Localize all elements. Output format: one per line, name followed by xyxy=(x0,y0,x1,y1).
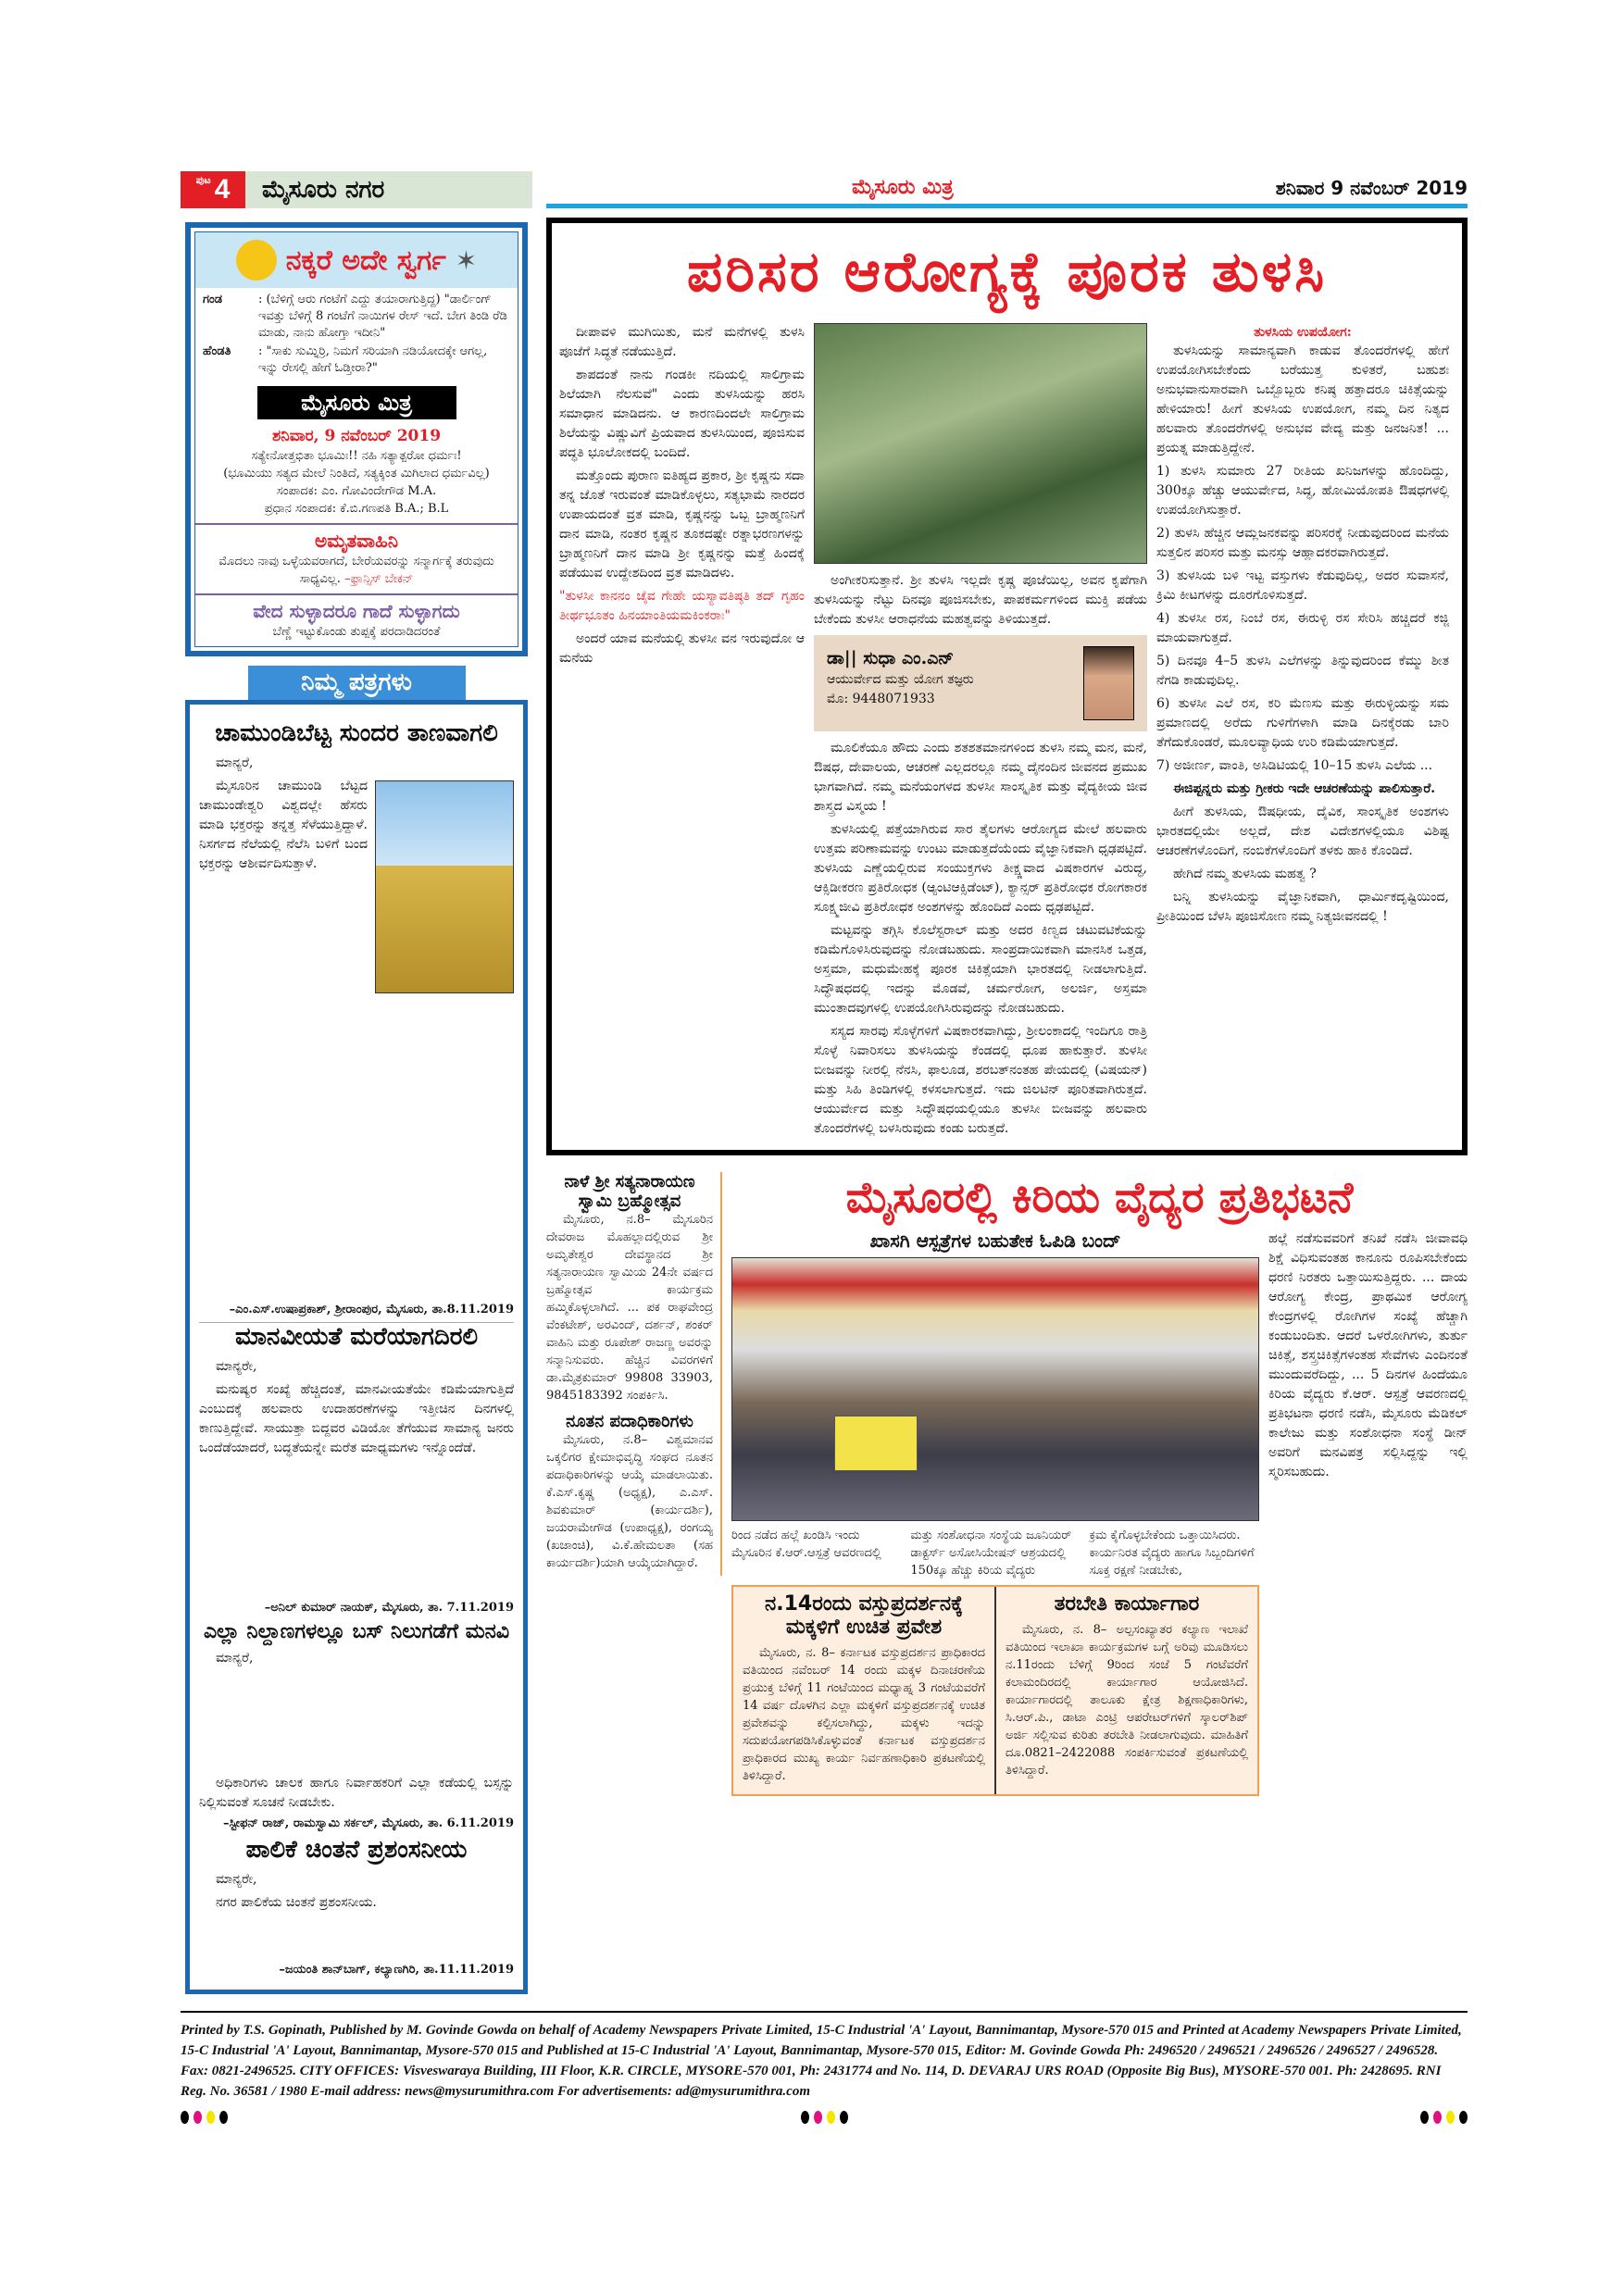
use-item: 7) ಅಜೀರ್ಣ, ವಾಂತಿ, ಅಸಿಡಿಟಿಯಲ್ಲಿ 10–15 ತುಳಸಿ ಎಲೆಯ ... xyxy=(1156,758,1433,773)
quote: ಮೊದಲು ನಾವು ಒಳ್ಳೆಯವರಾಗದೆ, ಬೇರೆಯವರನ್ನು ಸನ್ಮಾರ್ಗಕ್ಕೆ ತರುವುದು ಸಾಧ್ಯವಿಲ್ಲ. xyxy=(219,555,494,586)
editorial-date: ಶನಿವಾರ, 9 ನವೆಂಬರ್ 2019 xyxy=(271,427,442,445)
brief-title: ನ.14ರಂದು ವಸ್ತುಪ್ರದರ್ಶನಕ್ಕೆ ಮಕ್ಕಳಿಗೆ ಉಚಿತ ಪ್ರವೇಶ xyxy=(765,1592,963,1639)
paragraph: ಶಾಪದಂತೆ ನಾನು ಗಂಡಕೀ ನದಿಯಲ್ಲಿ ಸಾಲಿಗ್ರಾಮ ಶಿಲೆಯಾಗಿ ನೆಲಸುವೆ" ಎಂದು ತುಳಸಿಯನ್ನು ಹರಸಿ ಸಮಾಧಾನ ಮಾಡಿದನು. ಆ ಕಾರಣದಿಂದಲೇ ಸಾಲಿಗ್ರಾಮ ಶಿಲೆಯನ್ನು ವಿಷ್ಣುವಿಗೆ ಪ್ರಿಯವಾದ ತುಳಸಿಯಿಂದ, ಪೂಜಿಸುವ ಪದ್ಧತಿ ಭೂಲೋಕದಲ್ಲಿ ಬಂದಿದೆ. xyxy=(559,368,805,460)
protest-subhead: ಖಾಸಗಿ ಆಸ್ಪತ್ರೆಗಳ ಬಹುತೇಕ ಓಪಿಡಿ ಬಂದ್ xyxy=(869,1229,1121,1252)
use-item: 4) ತುಳಸೀ ರಸ, ನಿಂಬೆ ರಸ, ಈರುಳ್ಳಿ ರಸ ಸೇರಿಸಿ ಹಚ್ಚಿದರೆ ಕಜ್ಜಿ ಮಾಯವಾಗುತ್ತದೆ. xyxy=(1156,611,1449,645)
uses-title: ತುಳಸಿಯ ಉಪಯೋಗ: xyxy=(1254,325,1352,340)
registration-marks xyxy=(1420,2111,1468,2124)
author-photo xyxy=(1083,646,1134,720)
joke-text xyxy=(195,288,518,381)
protest-headline: ಮೈಸೂರಲ್ಲಿ ಕಿರಿಯ ವೈದ್ಯರ ಪ್ರತಿಭಟನೆ xyxy=(845,1172,1354,1222)
article-columns xyxy=(559,323,1455,1142)
letter-body-continued xyxy=(199,1672,514,1774)
paragraph: ಮೂಲಿಕೆಯೂ ಹೌದು ಎಂದು ಶತಶತಮಾನಗಳಿಂದ ತುಳಸಿ ನಮ್ಮ ಮನ, ಮನೆ, ಔಷಧ, ದೇವಾಲಯ, ಆಚರಣೆ ಎಲ್ಲದರಲ್ಲೂ ನಮ್ಮ ದೈನಂದಿನ ಜೀವನದ ಪ್ರಮುಖ ಭಾಗವಾಗಿದೆ. ನಮ್ಮ ಮನೆಯಂಗಳದ ತುಳಸೀ ಸಾಂಸ್ಕೃತಿಕ ಮತ್ತು ವೈದ್ಯಕೀಯ ಜೀವ ಶಾಸ್ತ್ರದ ವಿಸ್ಮಯ ! xyxy=(814,741,1147,814)
paragraph: ಅಂದರೆ ಯಾವ ಮನೆಯಲ್ಲಿ ತುಳಸೀ ವನ ಇರುವುದೋ ಆ ಮನೆಯ xyxy=(559,631,805,666)
proverb: ವೇದ ಸುಳ್ಳಾದರೂ ಗಾದೆ ಸುಳ್ಳಾಗದು xyxy=(195,593,518,623)
uses-column xyxy=(1156,323,1449,930)
author-box xyxy=(814,635,1147,731)
expo-brief xyxy=(733,1587,996,1794)
caption-column: ರಿಂದ ನಡೆದ ಹಲ್ಲೆ ಖಂಡಿಸಿ ಇಂದು ಮೈಸೂರಿನ ಕೆ.ಆರ್.ಆಸ್ಪತ್ರೆ ಆವರಣದಲ್ಲಿ xyxy=(731,1529,881,1560)
chief-editor: ಪ್ರಧಾನ ಸಂಪಾದಕ: ಕೆ.ಬಿ.ಗಣಪತಿ B.A.; B.L xyxy=(264,502,449,516)
letter-body-continued xyxy=(199,1916,514,1963)
motto: ಸತ್ಯೇನೋತ್ತಭಿತಾ ಭೂಮಿಃ!! ನಹಿ ಸತ್ಯಾತ್ಪರೋ ಧರ್ಮಃ! xyxy=(251,449,462,463)
page-number-value: 4 xyxy=(214,174,231,205)
letter-title: ಎಲ್ಲಾ ನಿಲ್ದಾಣಗಳಲ್ಲೂ ಬಸ್ ನಿಲುಗಡೆಗೆ ಮನವಿ xyxy=(203,1620,510,1643)
use-item: 2) ತುಳಸಿ ಹೆಚ್ಚಿನ ಆಮ್ಲಜನಕವನ್ನು ಪರಿಸರಕ್ಕೆ ನೀಡುವುದರಿಂದ ಮನೆಯ ಸುತ್ತಲಿನ ಪರಿಸರ ಮತ್ತು ಮನಸ್ಸು ಆಹ್ಲಾದಕರವಾಗಿರುತ್ತದೆ. xyxy=(1156,526,1449,560)
brief-body: ಮೈಸೂರು, ನ.8– ಮೈಸೂರಿನ ದೇವರಾಜ ಮೊಹಲ್ಲಾದಲ್ಲಿರುವ ಶ್ರೀ ಅಮೃತೇಶ್ವರ ದೇವಸ್ಥಾನದ ಶ್ರೀ ಸತ್ಯನಾರಾಯಣ ಸ್ವಾಮಿಯ 24ನೇ ವರ್ಷದ ಬ್ರಹ್ಮೋತ್ಸವ ಕಾರ್ಯಕ್ರಮ ಹಮ್ಮಿಕೊಳ್ಳಲಾಗಿದೆ. ... ಪಕ ರಾಘವೇಂದ್ರ ವೆಂಕಟೇಶ್, ಅರವಿಂದ್, ದರ್ಶನ್, ಶಂಕರ್ ವಾಹಿನಿ ಮತ್ತು ರೂಪೇಶ್ ರಾಜಣ್ಣ ಅವರನ್ನು ಸನ್ಮಾನಿಸುವರು. ಹೆಚ್ಚಿನ ವಿವರಗಳಿಗೆ ಡಾ.ಮೈತ್ರಕುಮಾರ್ 99808 33903, 9845183392 ಸಂಪರ್ಕಿಸಿ. xyxy=(546,1213,713,1403)
brief-title: ನಾಳೆ ಶ್ರೀ ಸತ್ಯನಾರಾಯಣ ಸ್ವಾಮಿ ಬ್ರಹ್ಮೋತ್ಸವ xyxy=(564,1172,695,1211)
proverb-line: ಬೆಣ್ಣೆ ಇಟ್ಟುಕೊಂಡು ತುಪ್ಪಕ್ಕೆ ಪರದಾಡಿದರಂತೆ xyxy=(272,625,441,639)
paper-logo: ಮೈಸೂರು ಮಿತ್ರ xyxy=(852,176,954,199)
protest-article xyxy=(731,1172,1468,1796)
letter-signature: –ಜಯಂತಿ ಶಾನ್‌ಬಾಗ್, ಕಲ್ಯಾಣಗಿರಿ, ತಾ.11.11.2019 xyxy=(279,1963,514,1977)
editor: ಸಂಪಾದಕ: ಎಂ. ಗೋವಿಂದೇಗೌಡ M.A. xyxy=(276,484,437,498)
masthead xyxy=(546,171,1468,208)
joke-title: ನಕ್ಕರೆ ಅದೇ ಸ್ವರ್ಗ xyxy=(285,243,446,277)
use-item: 6) ತುಳಸೀ ಎಲೆ ರಸ, ಕರಿ ಮೆಣಸು ಮತ್ತು ಈರುಳ್ಳಿಯನ್ನು ಸಮ ಪ್ರಮಾಣದಲ್ಲಿ ಅರೆದು ಗುಳಿಗೆಗಳಾಗಿ ಮಾಡಿ ದಿನಕ್ಕೆರಡು ಬಾರಿ ತೆಗೆದುಕೊಂಡರೆ, ಮೂಲವ್ಯಾಧಿಯ ಉರಿ ಕಡಿಮೆಯಾಗುತ್ತದೆ. xyxy=(1156,696,1449,750)
bottom-section xyxy=(546,1172,1468,1796)
brief-title: ನೂತನ ಪದಾಧಿಕಾರಿಗಳು xyxy=(566,1412,693,1431)
author-name: ಡಾ|| ಸುಧಾ ಎಂ.ಎನ್ xyxy=(827,648,955,668)
letters-section xyxy=(185,700,528,1994)
issue-date: ಶನಿವಾರ 9 ನವೆಂಬರ್ 2019 xyxy=(1275,176,1468,199)
registration-mark-row xyxy=(181,2111,1468,2124)
letter-body-continued xyxy=(199,1462,514,1601)
uses-intro: ತುಳಸಿಯನ್ನು ಸಾಮಾನ್ಯವಾಗಿ ಕಾಡುವ ತೊಂದರೆಗಳಲ್ಲಿ ಹೇಗೆ ಉಪಯೋಗಿಸಬೇಕೆಂದು ಬರೆಯುತ್ತ ಕುಳಿತರೆ, ಬಹುಶಃ ಅನುಭವಾನುಸಾರವಾಗಿ ಒಬ್ಬೊಬ್ಬರು ಕನಿಷ್ಠ ಹತ್ತಾದರೂ ಚಿಕಿತ್ಸೆಯನ್ನು ಹೇಳಿಯಾರು! ಹೀಗೆ ತುಳಸಿಯ ಉಪಯೋಗ, ನಮ್ಮ ದಿನ ನಿತ್ಯದ ಹಲವಾರು ತೊಂದರೆಗಳಲ್ಲಿ ಅನುಭವ ವೇದ್ಯ ಮತ್ತು ಜನಜನಿತ! ... ಪ್ರಯತ್ನ ಮಾಡುತ್ತಿದ್ದೇನೆ. xyxy=(1156,343,1449,455)
paragraph: ತುಳಸಿಯಲ್ಲಿ ಪತ್ತೆಯಾಗಿರುವ ಸಾರ ತೈಲಗಳು ಆರೋಗ್ಯದ ಮೇಲೆ ಹಲವಾರು ಉತ್ತಮ ಪರಿಣಾಮವನ್ನು ಉಂಟು ಮಾಡುತ್ತದೆಯೆಂದು ವೈಜ್ಞಾನಿಕವಾಗಿ ಧೃಢಪಟ್ಟಿದೆ. ತುಳಸಿಯ ಎಣ್ಣೆಯಲ್ಲಿರುವ ಸಂಯುಕ್ತಗಳು ತೀಕ್ಷ್ಣವಾದ ವಿಷಕಾರಗಳ ವಿರುದ್ಧ, ಆಕ್ಸಿಡೀಕರಣ ಪ್ರತಿರೋಧಕ (ಆ್ಯಂಟಿಆಕ್ಸಿಡೆಂಟ್), ಕ್ಯಾನ್ಸರ್ ಪ್ರತಿರೋಧಕ ರೋಗಕಾರಕ ಸೂಕ್ಷ್ಮಜೀವಿ ಪ್ರತಿರೋಧಕ ಅಂಶಗಳನ್ನು ಹೊಂದಿದೆ ಎಂದು ಧೃಢಪಟ್ಟಿದೆ. xyxy=(814,822,1147,915)
letter-signature: –ಅನಿಲ್ ಕುಮಾರ್ ನಾಯಕ್, ಮೈಸೂರು, ತಾ. 7.11.2019 xyxy=(264,1601,514,1615)
page-label: ಪುಟ xyxy=(195,174,211,186)
workshop-brief xyxy=(996,1587,1257,1794)
joke-speaker: ಗಂಡ xyxy=(203,293,223,306)
photo-caption xyxy=(731,1527,1259,1579)
letter-body: ಮೈಸೂರಿನ ಚಾಮುಂಡಿ ಬೆಟ್ಟದ ಚಾಮುಂಡೇಶ್ವರಿ ವಿಶ್ವದಲ್ಲೇ ಹೆಸರು ಮಾಡಿ ಭಕ್ತರನ್ನು ತನ್ನತ್ತ ಸೆಳೆಯುತ್ತಿದ್ದಾಳೆ. ನಿಸರ್ಗದ ನೆಲೆಯಲ್ಲಿ ನೆಲೆಸಿ ಬಳಿಗೆ ಬಂದ ಭಕ್ತರನ್ನು ಆಶೀರ್ವದಿಸುತ್ತಾಳೆ. xyxy=(199,779,368,871)
letter-title: ಪಾಲಿಕೆ ಚಿಂತನೆ ಪ್ರಶಂಸನೀಯ xyxy=(245,1836,468,1864)
article-column-2 xyxy=(814,323,1147,1142)
page-body xyxy=(181,218,1468,1994)
page-tag xyxy=(181,171,532,208)
protest-placard xyxy=(834,1416,918,1471)
protest-center xyxy=(731,1229,1259,1796)
use-item: 5) ದಿನವೂ 4–5 ತುಳಸಿ ಎಲೆಗಳನ್ನು ತಿನ್ನುವುದರಿಂದ ಕೆಮ್ಮು ಶೀತ ನೆಗಡಿ ಕಾಡುವುದಿಲ್ಲ. xyxy=(1156,654,1449,688)
protest-photo xyxy=(731,1257,1259,1521)
joke-banner xyxy=(195,232,518,288)
letter-signature: –ಸ್ಟೀಫನ್ ರಾಜ್, ರಾಮಸ್ವಾಮಿ ಸರ್ಕಲ್, ಮೈಸೂರು, ತಾ. 6.11.2019 xyxy=(222,1816,514,1830)
brief-body: ಮೈಸೂರು, ನ.8– ವಿಶ್ವಮಾನವ ಒಕ್ಕಲಿಗರ ಕ್ಷೇಮಾಭಿವೃದ್ಧಿ ಸಂಘದ ನೂತನ ಪದಾಧಿಕಾರಿಗಳನ್ನು ಆಯ್ಕೆ ಮಾಡಲಾಯಿತು. ಕೆ.ಎಸ್.ಕೃಷ್ಣ (ಅಧ್ಯಕ್ಷ), ಎ.ಎಸ್. ಶಿವಕುಮಾರ್ (ಕಾರ್ಯದರ್ಶಿ), ಜಯರಾಮೇಗೌಡ (ಉಪಾಧ್ಯಕ್ಷ), ರಂಗಯ್ಯ (ಖಜಾಂಚಿ), ವಿ.ಕೆ.ಹೇಮಲತಾ (ಸಹ ಕಾರ್ಯದರ್ಶಿ)ಯಾಗಿ ಆಯ್ಕೆಯಾಗಿದ್ದಾರೆ. xyxy=(546,1433,713,1570)
letter-signature: –ಎಂ.ಎಸ್.ಉಷಾಪ್ರಕಾಶ್, ಶ್ರೀರಾಂಪುರ, ಮೈಸೂರು, ತಾ.8.11.2019 xyxy=(229,1303,514,1316)
paragraph: ಮತ್ತೊಂದು ಪುರಾಣ ಐತಿಹ್ಯದ ಪ್ರಕಾರ, ಶ್ರೀ ಕೃಷ್ಣನು ಸದಾ ತನ್ನ ಜೊತೆ ಇರುವಂತೆ ಮಾಡಿಕೊಳ್ಳಲು, ಸತ್ಯಭಾಮೆ ನಾರದರ ಉಪಾಯದಂತೆ ವ್ರತ ಮಾಡಿ, ಕೃಷ್ಣನನ್ನು ಒಬ್ಬ ಬ್ರಾಹ್ಮಣನಿಗೆ ದಾನ ಮಾಡಿ, ನಂತರ ಕೃಷ್ಣನ ತೂಕದಷ್ಟೇ ರತ್ನಾಭರಣಗಳನ್ನು ಬ್ರಾಹ್ಮಣನಿಗೆ ದಾನ ಮಾಡಿ ಶ್ರೀ ಕೃಷ್ಣನನ್ನು ಮತ್ತೆ ಹಿಂದಕ್ಕೆ ಪಡೆಯುವ ಉದ್ದೇಶದಿಂದ ವ್ರತ ಮಾಡಿದಳು. xyxy=(559,468,805,580)
tulasi-plant-photo xyxy=(814,323,1147,564)
dancing-man-icon: ✶ xyxy=(455,244,478,276)
brief-title: ತರಬೇತಿ ಕಾರ್ಯಾಗಾರ xyxy=(1054,1592,1200,1616)
letter-title: ಚಾಮುಂಡಿಬೆಟ್ಟ ಸುಂದರ ತಾಣವಾಗಲಿ xyxy=(215,719,498,747)
chamundi-temple-photo xyxy=(375,780,514,993)
use-item: 1) ತುಳಸಿ ಸುಮಾರು 27 ರೀತಿಯ ಖನಿಜಗಳನ್ನು ಹೊಂದಿದ್ದು, 300ಕ್ಕೂ ಹೆಚ್ಚು ಆಯುರ್ವೇದ, ಸಿದ್ಧ, ಹೋಮಿಯೋಪತಿ ಔಷಧಗಳಲ್ಲಿ ಉಪಯೋಗಿಸುತ್ತಾರೆ. xyxy=(1156,464,1449,518)
caption-column: ಕ್ರಮ ಕೈಗೊಳ್ಳಬೇಕೆಂದು ಒತ್ತಾಯಿಸಿದರು. ಕಾರ್ಯನಿರತ ವೈದ್ಯರು ಹಾಗೂ ಸಿಬ್ಬಂದಿಗಳಿಗೆ ಸೂಕ್ತ ರಕ್ಷಣೆ ನೀಡಬೇಕು, xyxy=(1089,1529,1255,1578)
letter-salutation: ಮಾನ್ಯರೇ, xyxy=(216,1872,257,1887)
paragraph: ಮಟ್ಟವನ್ನು ತಗ್ಗಿಸಿ ಕೊಲೆಸ್ಟರಾಲ್ ಮತ್ತು ಅದರ ಕಿಣ್ವದ ಚಟುವಟಿಕೆಯನ್ನು ಕಡಿಮೆಗೊಳಿಸಿರುವುದನ್ನು ನೋಡಬಹುದು. ಸಾಂಪ್ರದಾಯಿಕವಾಗಿ ಮಾನಸಿಕ ಒತ್ತಡ, ಅಸ್ತಮಾ, ಮಧುಮೇಹಕ್ಕೆ ಪೂರಕ ಚಿಕಿತ್ಸೆಯಾಗಿ ಭಾರತದಲ್ಲಿ ನೀಡಲಾಗುತ್ತಿದೆ. ಸಿದ್ಧೌಷಧದಲ್ಲಿ ಇದನ್ನು ಮೊಡವೆ, ಚರ್ಮರೋಗ, ಅಲರ್ಜಿ, ಅಸ್ತಮಾ ಮುಂತಾದವುಗಳಲ್ಲಿ ಉಪಯೋಗಿಸಿರುವುದನ್ನು ನೋಡಬಹುದು. xyxy=(814,923,1147,1016)
joke-line: : (ಬೆಳಿಗ್ಗೆ ಆರು ಗಂಟೆಗೆ ಎದ್ದು ತಯಾರಾಗುತ್ತಿದ್ದ) "ಡಾರ್ಲಿಂಗ್ ಇವತ್ತು ಬೆಳಿಗ್ಗೆ 8 ಗಂಟೆಗೆ ನಾಯಿಗಳ ರೇಸ್ ಇದೆ. ಬೇಗ ತಿಂಡಿ ರೆಡಿ ಮಾಡು, ನಾನು ಹೋಗ್ತಾ ಇದೀನಿ" xyxy=(258,293,507,340)
paragraph: ಬನ್ನಿ ತುಳಸಿಯನ್ನು ವೈಜ್ಞಾನಿಕವಾಗಿ, ಧಾರ್ಮಿಕದೃಷ್ಟಿಯಿಂದ, ಪ್ರೀತಿಯಿಂದ ಬೆಳಸಿ ಪೂಜಿಸೋಣ ನಮ್ಮ ನಿತ್ಯಜೀವನದಲ್ಲಿ ! xyxy=(1156,890,1449,924)
top-bar xyxy=(181,171,1468,208)
joke-speaker: ಹೆಂಡತಿ xyxy=(203,344,231,358)
motto-meaning: (ಭೂಮಿಯು ಸತ್ಯದ ಮೇಲೆ ನಿಂತಿದೆ, ಸತ್ಯಕ್ಕಿಂತ ಮಿಗಿಲಾದ ಧರ್ಮವಿಲ್ಲ) xyxy=(223,467,490,480)
brief-body: ಮೈಸೂರು, ನ. 8– ಕರ್ನಾಟಕ ವಸ್ತುಪ್ರದರ್ಶನ ಪ್ರಾಧಿಕಾರದ ವತಿಯಿಂದ ನವೆಂಬರ್ 14 ರಂದು ಮಕ್ಕಳ ದಿನಾಚರಣೆಯ ಪ್ರಯುಕ್ತ ಬೆಳಿಗ್ಗೆ 11 ಗಂಟೆಯಿಂದ ಮಧ್ಯಾಹ್ನ 3 ಗಂಟೆಯವರೆಗೆ 14 ವರ್ಷ ದೊಳಗಿನ ಎಲ್ಲಾ ಮಕ್ಕಳಿಗೆ ವಸ್ತುಪ್ರದರ್ಶನಕ್ಕೆ ಉಚಿತ ಪ್ರವೇಶವನ್ನು ಕಲ್ಪಿಸಲಾಗಿದ್ದು, ಮಕ್ಕಳು ಇದನ್ನು ಸದುಪಯೋಗಪಡಿಸಿಕೊಳ್ಳುವಂತೆ ಕರ್ನಾಟಕ ವಸ್ತುಪ್ರದರ್ಶನ ಪ್ರಾಧಿಕಾರದ ಮುಖ್ಯ ಕಾರ್ಯ ನಿರ್ವಹಣಾಧಿಕಾರಿ ಪ್ರಕಟಣೆಯಲ್ಲಿ ತಿಳಿಸಿದ್ದಾರೆ. xyxy=(743,1646,985,1783)
editorial-box xyxy=(185,222,528,656)
laughing-face-icon xyxy=(236,240,277,281)
joke-line: : "ಸಾಕು ಸುಮ್ನಿರ್ರಿ, ನಿಮಗೆ ಸರಿಯಾಗಿ ನಡಿಯೋದಕ್ಕೇ ಆಗಲ್ಲ, ಇನ್ನು ರೇಸಲ್ಲಿ ಹೇಗೆ ಓಡ್ತೀರಾ?" xyxy=(258,344,488,375)
registration-marks xyxy=(181,2111,228,2124)
shloka: "ತುಳಸೀ ಕಾನನಂ ಚೈವ ಗೇಹೇ ಯಸ್ಯಾವತಿಷ್ಠತಿ ತದ್ ಗೃಹಂ ತೀರ್ಥಭೂತಂ ಹಿನಯಾಂತಿಯಮಕಿಂಕರಾಃ" xyxy=(559,589,805,623)
left-column xyxy=(181,218,532,1994)
paragraph: ದೀಪಾವಳಿ ಮುಗಿಯಿತು, ಮನೆ ಮನೆಗಳಲ್ಲಿ ತುಳಸಿ ಪೂಜೆಗೆ ಸಿದ್ಧತೆ ನಡೆಯುತ್ತಿದೆ. xyxy=(559,325,805,359)
paragraph: ಅಂಗೀಕರಿಸುತ್ತಾನೆ. ಶ್ರೀ ತುಳಸಿ ಇಲ್ಲದೇ ಕೃಷ್ಣ ಪೂಜೆಯಿಲ್ಲ, ಅವನ ಕೃಪೆಗಾಗಿ ತುಳಸಿಯನ್ನು ನೆಟ್ಟು ದಿನವೂ ಪೂಜಿಸಬೇಕು, ಪಾಪಕರ್ಮಗಳಿಂದ ಮುಕ್ತಿ ಪಡೆಯ ಬೇಕೆಂದು ತುಳಸೀ ಆರಾಧನೆಯ ಮಹತ್ವವನ್ನು ತಿಳಿಯುತ್ತದೆ. xyxy=(814,573,1147,627)
letter-body: ಮನುಷ್ಯರ ಸಂಖ್ಯೆ ಹೆಚ್ಚಿದಂತೆ, ಮಾನವೀಯತೆಯೇ ಕಡಿಮೆಯಾಗುತ್ತಿದೆ ಎಂಬುದಕ್ಕೆ ಹಲವಾರು ಉದಾಹರಣೆಗಳನ್ನು ಇತ್ತೀಚಿನ ದಿನಗಳಲ್ಲಿ ಕಾಣುತ್ತಿದ್ದೇವೆ. ಸಾಯುತ್ತಾ ಬಿದ್ದವರ ವಿಡಿಯೋ ತೆಗೆಯುವ ಸಾಮಾನ್ಯ ಜನರು ಒಂದೆಡೆಯಾದರೆ, ಬದ್ಧತೆಯನ್ನೇ ಮರೆತ ಮಾಧ್ಯಮಗಳು ಇನ್ನೊಂದೆಡೆ. xyxy=(199,1382,514,1455)
author-title: ಆಯುರ್ವೇದ ಮತ್ತು ಯೋಗ ತಜ್ಞರು xyxy=(827,672,974,687)
paragraph: ಹೇಗಿದೆ ನಮ್ಮ ತುಳಸಿಯ ಮಹತ್ವ ? xyxy=(1173,867,1317,881)
letter-body-continued xyxy=(199,997,514,1303)
paper-name-logo: ಮೈಸೂರು ಮಿತ್ರ xyxy=(257,386,456,419)
protest-body xyxy=(731,1229,1468,1796)
briefs-column xyxy=(546,1172,722,1576)
right-column xyxy=(546,218,1468,1796)
caption-column: ಮತ್ತು ಸಂಶೋಧನಾ ಸಂಸ್ಥೆಯ ಜೂನಿಯರ್ ಡಾಕ್ಟರ್ಸ್ ಅಸೋಸಿಯೇಷನ್ ಆಶ್ರಯದಲ್ಲಿ 150ಕ್ಕೂ ಹೆಚ್ಚು ಕಿರಿಯ ವೈದ್ಯರು xyxy=(910,1529,1072,1578)
paragraph: ಸಸ್ಯದ ಸಾರವು ಸೊಳ್ಳೆಗಳಿಗೆ ವಿಷಕಾರಕವಾಗಿದ್ದು, ಶ್ರೀಲಂಕಾದಲ್ಲಿ ಇಂದಿಗೂ ರಾತ್ರಿ ಸೊಳ್ಳೆ ನಿವಾರಿಸಲು ತುಳಸಿಯನ್ನು ಕೆಂಡದಲ್ಲಿ ಧೂಪ ಹಾಕುತ್ತಾರೆ. ತುಳಸೀ ಬೀಜವನ್ನು ನೀರಲ್ಲಿ ನೆನಸಿ, ಫಾಲೂಡ, ಶರಬತ್‌ನಂತಹ ಪೇಯದಲ್ಲಿ (ವಿಷಯನ್) ಮತ್ತು ಸಿಹಿ ತಿಂಡಿಗಳಲ್ಲಿ ಕಳಸಲಾಗುತ್ತದೆ. ಇದು ಜಿಲಟಿನ್ ಪೂರಿತವಾಗಿರುತ್ತದೆ. ಆಯುರ್ವೇದ ಮತ್ತು ಸಿದ್ಧೌಷಧಯಲ್ಲಿಯೂ ತುಳಸೀ ಬೀಜವನ್ನು ಹಲವಾರು ತೊಂದರೆಗಳಲ್ಲಿ ಬಳಸಿರುವುದು ಕಂಡು ಬರುತ್ತದೆ. xyxy=(814,1024,1147,1136)
use-item: 3) ತುಳಸಿಯ ಬಳಿ ಇಟ್ಟ ವಸ್ತುಗಳು ಕೆಡುವುದಿಲ್ಲ, ಅದರ ಸುವಾಸನೆ, ಕ್ರಿಮಿ ಕೀಟಗಳನ್ನು ದೂರಗೊಳಿಸುತ್ತದೆ. xyxy=(1156,568,1449,603)
tulasi-article xyxy=(546,218,1468,1155)
letter-salutation: ಮಾನ್ಯರೆ, xyxy=(216,1651,254,1666)
registration-marks xyxy=(801,2111,848,2124)
protest-right-column: ಹಲ್ಲೆ ನಡೆಸುವವರಿಗೆ ತನಿಖೆ ನಡೆಸಿ ಜೀವಾವಧಿ ಶಿಕ್ಷೆ ವಿಧಿಸುವಂತಹ ಕಾನೂನು ರೂಪಿಸಬೇಕೆಂದು ಧರಣಿ ನಿರತರು ಒತ್ತಾಯಿಸುತ್ತಿದ್ದರು. ... ದಾಯ ಆರೋಗ್ಯ ಕೇಂದ್ರ, ಪ್ರಾಥಮಿಕ ಆರೋಗ್ಯ ಕೇಂದ್ರಗಳಲ್ಲಿ ರೋಗಿಗಳ ಸಂಖ್ಯೆ ಹೆಚ್ಚಾಗಿ ಕಂಡುಬಂದಿತು. ಆದರೆ ಒಳರೋಗಿಗಳು, ತುರ್ತು ಚಿಕಿತ್ಸೆ, ಶಸ್ತ್ರಚಿಕಿತ್ಸೆಗಳಂತಹ ಸೇವೆಗಳು ಎಂದಿನಂತೆ ಮುಂದುವರೆದಿದ್ದು, ... 5 ದಿನಗಳ ಹಿಂದೆಯೂ ಕಿರಿಯ ವೈದ್ಯರು ಕೆ.ಆರ್. ಆಸ್ಪತ್ರೆ ಆವರಣದಲ್ಲಿ ಪ್ರತಿಭಟನಾ ಧರಣಿ ನಡೆಸಿ, ಮೈಸೂರು ಮೆಡಿಕಲ್ ಕಾಲೇಜು ಮತ್ತು ಸಂಶೋಧನಾ ಸಂಸ್ಥೆ ಡೀನ್ ಅವರಿಗೆ ಮನವಿಪತ್ರ ಸಲ್ಲಿಸಿದ್ದನ್ನು ಇಲ್ಲಿ ಸ್ಮರಿಸಬಹುದು. xyxy=(1268,1231,1468,1479)
paragraph: ಈಜಿಪ್ಟನ್ನರು ಮತ್ತು ಗ್ರೀಕರು ಇದೇ ಆಚರಣೆಯನ್ನು ಪಾಲಿಸುತ್ತಾರೆ. xyxy=(1173,781,1436,796)
quote-title: ಅಮೃತವಾಹಿನಿ xyxy=(195,523,518,553)
author-phone: ಮೊ: 9448071933 xyxy=(827,692,935,706)
letter-body: ಅಧಿಕಾರಿಗಳು ಚಾಲಕ ಹಾಗೂ ನಿರ್ವಾಹಕರಿಗೆ ಎಲ್ಲಾ ಕಡೆಯಲ್ಲಿ ಬಸ್ಸನ್ನು ನಿಲ್ಲಿಸುವಂತೆ ಸೂಚನೆ ನೀಡಬೇಕು. xyxy=(199,1776,514,1810)
info-box xyxy=(731,1585,1259,1796)
letter-body: ನಗರ ಪಾಲಿಕೆಯ ಚಿಂತನೆ ಪ್ರಶಂಸನೀಯ. xyxy=(216,1895,377,1910)
article-headline: ಪರಿಸರ ಆರೋಗ್ಯಕ್ಕೆ ಪೂರಕ ತುಳಸಿ xyxy=(686,240,1328,305)
letter-salutation: ಮಾನ್ಯರೇ, xyxy=(216,1359,257,1374)
letter-title: ಮಾನವೀಯತೆ ಮರೆಯಾಗದಿರಲಿ xyxy=(199,1322,514,1352)
letter-salutation: ಮಾನ್ಯರೆ, xyxy=(216,755,254,770)
section-name: ಮೈಸೂರು ನಗರ xyxy=(262,175,385,204)
brief-body: ಮೈಸೂರು, ನ. 8– ಅಲ್ಪಸಂಖ್ಯಾತರ ಕಲ್ಯಾಣ ಇಲಾಖೆ ವತಿಯಿಂದ ಇಲಾಖಾ ಕಾರ್ಯಕ್ರಮಗಳ ಬಗ್ಗೆ ಅರಿವು ಮೂಡಿಸಲು ನ.11ರಂದು ಬೆಳಿಗ್ಗೆ 9ರಿಂದ ಸಂಜೆ 5 ಗಂಟೆವರೆಗೆ ಕಲಾಮಂದಿರದಲ್ಲಿ ಕಾರ್ಯಾಗಾರ ಆಯೋಜಿಸಿದೆ. ಕಾರ್ಯಾಗಾರದಲ್ಲಿ ತಾಲೂಕು ಕ್ಷೇತ್ರ ಶಿಕ್ಷಣಾಧಿಕಾರಿಗಳು, ಸಿ.ಆರ್.ಪಿ., ಡಾಟಾ ಎಂಟ್ರಿ ಆಪರೇಟರ್‌ಗಳಿಗೆ ಸ್ಕಾಲರ್‌ಶಿಪ್ ಅರ್ಜಿ ಸಲ್ಲಿಸುವ ಕುರಿತು ತರಬೇತಿ ನೀಡಲಾಗುವುದು. ಮಾಹಿತಿಗೆ ದೂ.0821–2422088 ಸಂಪರ್ಕಿಸುವಂತೆ ಪ್ರಕಟಣೆಯಲ್ಲಿ ತಿಳಿಸಿದ್ದಾರೆ. xyxy=(1006,1623,1248,1778)
letters-section-title: ನಿಮ್ಮ ಪತ್ರಗಳು xyxy=(248,666,466,700)
quote-author: –ಫ್ರಾನ್ಸಿಸ್ ಬೇಕನ್ xyxy=(344,572,414,586)
paragraph: ಹೀಗೆ ತುಳಸಿಯ, ಔಷಧೀಯ, ದೈವಿಕ, ಸಾಂಸ್ಕೃತಿಕ ಅಂಶಗಳು ಭಾರತದಲ್ಲಿಯೇ ಅಲ್ಲದೆ, ದೇಶ ವಿದೇಶಗಳಲ್ಲಿಯೂ ವಿಶಿಷ್ಟ ಆಚರಣೆಗಳೊಂದಿಗೆ, ನಂಬಿಕೆಗಳೊಂದಿಗೆ ತಳಕು ಹಾಕಿ ಕೊಂಡಿದೆ. xyxy=(1156,805,1449,858)
imprint-footer: Printed by T.S. Gopinath, Published by M. Govinde Gowda on behalf of Academy Newspapers Private Limited, 15-C Industrial 'A' Layout, Bannimantap, Mysore-570 015 and Printed at Academy Newspapers Private Limited, 15-C Industrial 'A' Layout, Bannimantap, Mysore-570 015 and Published at 15-C Industrial 'A' Layout, Bannimantap, Mysore-570 015, Editor: M. Govinde Gowda Ph: 2496520 / 2496521 / 2496526 / 2496527 / 2496528. Fax: 0821-2496525. CITY OFFICES: Visveswaraya Building, III Floor, K.R. CIRCLE, MYSORE-570 001, Ph: 2431774 and No. 114, D. DEVARAJ URS ROAD (Opposite Big Bus), MYSORE-570 001. Ph: 2428695. RNI Reg. No. 36581 / 1980 E-mail address: news@mysurumithra.com For advertisements: ad@mysurumithra.com xyxy=(181,2011,1468,2102)
article-column-1 xyxy=(559,323,805,672)
page-number xyxy=(181,171,245,208)
